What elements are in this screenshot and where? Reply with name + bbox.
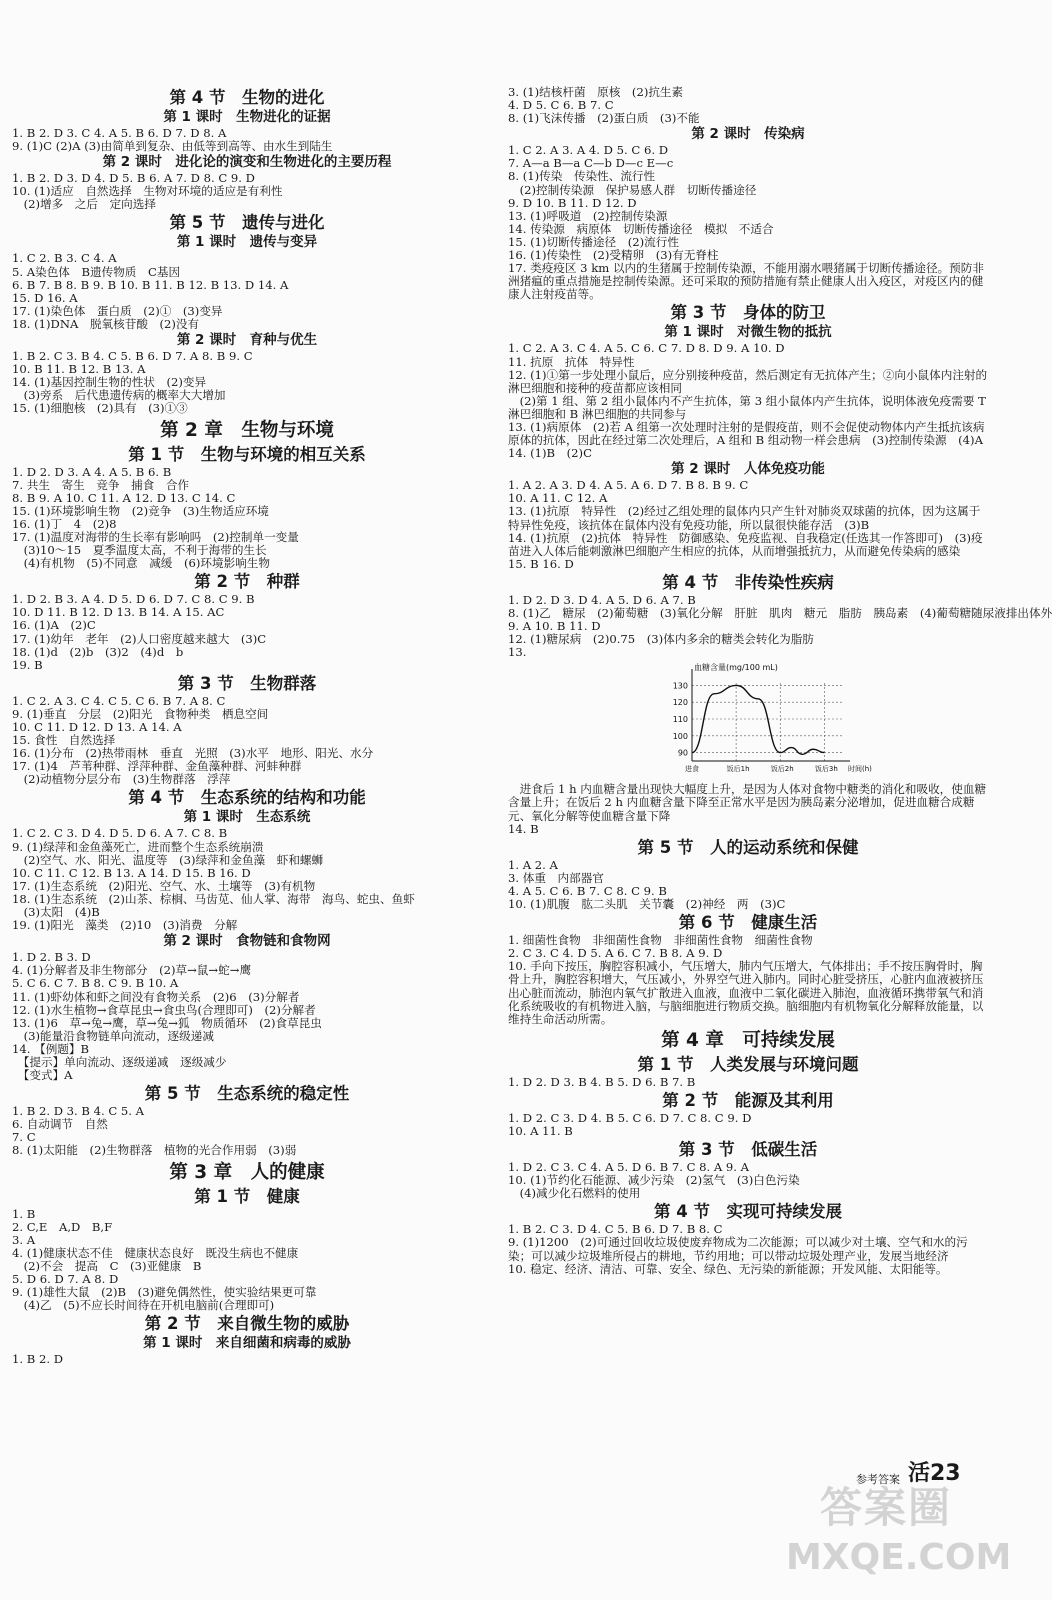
answer-line: 8. B 9. A 10. C 11. A 12. D 13. C 14. C <box>12 490 236 505</box>
x-tick-label: 饭后2h <box>770 765 794 774</box>
lesson-heading: 第 2 课时 进化论的演变和生物进化的主要历程 <box>102 154 392 171</box>
answer-line: 4. (1)健康状态不佳 健康状态良好 既没生病也不健康 <box>12 1245 299 1260</box>
answer-line: 7. A—a B—a C—b D—c E—c <box>508 156 674 171</box>
answer-line: 1. D 2. B 3. D <box>12 950 91 965</box>
answer-line: 14. (1)基因控制生物的性状 (2)变异 <box>12 375 207 390</box>
x-axis-label: 时间(h) <box>848 765 872 774</box>
answer-line: 3. A <box>12 1232 36 1247</box>
answer-line: 13. (1)呼吸道 (2)控制传染源 <box>508 208 668 223</box>
answer-line: 1. C 2. B 3. C 4. A <box>12 251 117 266</box>
answer-line: 10. C 11. D 12. D 13. A 14. A <box>12 720 182 734</box>
answer-line: 1. C 2. A 3. C 4. C 5. C 6. B 7. A 8. C <box>12 693 226 708</box>
answer-line: 1. B 2. D 3. B 4. C 5. A <box>12 1104 145 1119</box>
answer-line: 19. B <box>12 657 43 672</box>
answer-line: 10. (1)肌腹 肱二头肌 关节囊 (2)神经 两 (3)C <box>508 897 786 912</box>
answer-line: 19. (1)阳光 藻类 (2)10 (3)消费 分解 <box>12 918 238 933</box>
answer-line: 1. B 2. D 3. C 4. A 5. B 6. D 7. D 8. A <box>12 126 227 140</box>
footer-label: 参考答案 <box>856 1473 900 1486</box>
answer-line: 17. (1)温度对海带的生长率有影响吗 (2)控制单一变量 <box>12 529 299 544</box>
answer-line: 8. (1)传染 传染性、流行性 <box>508 169 656 184</box>
lesson-heading: 第 1 课时 遗传与变异 <box>176 234 318 251</box>
answer-line: (2)控制传染源 保护易感人群 切断传播途径 <box>508 182 757 197</box>
blood-glucose-chart <box>658 663 978 781</box>
answer-paragraph: 进食后 1 h 内血糖含量出现快大幅度上升，是因为人体对食物中糖类的消化和吸收，使血糖含量上升；在饭后 2 h 内血糖含量下降至正常水平是因为胰岛素分泌增加，促进血糖合成糖元、氧化分解等使血糖含量下降 <box>508 782 987 823</box>
section-heading: 第 3 节 身体的防卫 <box>670 303 826 323</box>
answer-line: 15. 食性 自然选择 <box>12 733 116 748</box>
answer-line: 14. 【例题】B <box>12 1041 90 1056</box>
section-heading: 第 3 节 低碳生活 <box>678 1140 818 1160</box>
answer-line: (3)旁系 后代患遗传病的概率大大增加 <box>12 388 226 403</box>
lesson-heading: 第 1 课时 来自细菌和病毒的威胁 <box>143 1335 351 1352</box>
answer-line: (4)减少化石燃料的使用 <box>508 1186 641 1201</box>
answer-line: 1. 细菌性食物 非细菌性食物 非细菌性食物 细菌性食物 <box>508 933 813 948</box>
x-tick-label: 饭后1h <box>726 765 750 774</box>
answer-line: 12. (1)糖尿病 (2)0.75 (3)体内多余的糖类会转化为脂肪 <box>508 632 814 647</box>
answer-line: 10. C 11. C 12. B 13. A 14. D 15. B 16. D <box>12 865 251 880</box>
watermark-logo-text: 答案圈 <box>819 1483 952 1532</box>
x-tick-label: 饭后3h <box>814 765 838 774</box>
answer-line: 10. (1)节约化石能源、减少污染 (2)氢气 (3)白色污染 <box>508 1173 800 1188</box>
y-tick-label: 110 <box>672 715 688 725</box>
left-answer-column <box>12 86 482 1366</box>
section-heading: 第 2 节 能源及其利用 <box>662 1090 834 1110</box>
answer-line: 1. A 2. A <box>508 857 558 872</box>
answer-line: 4. A 5. C 6. B 7. C 8. C 9. B <box>508 883 667 898</box>
watermark-url: MXQE.COM <box>786 1537 1012 1578</box>
answer-line: (3)能量沿食物链单向流动，逐级递减 <box>12 1028 214 1043</box>
answer-paragraph: (2)第 1 组、第 2 组小鼠体内不产生抗体，第 3 组小鼠体内产生抗体，说明体液免疫需要 T 淋巴细胞和 B 淋巴细胞的共同参与 <box>508 393 986 421</box>
page-number: 活23 <box>908 1461 961 1486</box>
x-tick-label: 进食 <box>685 765 699 774</box>
answer-line: 1. D 2. D 3. D 4. A 5. D 6. A 7. B <box>508 592 696 607</box>
answer-line: 13. (1)6 草→兔→鹰，草→兔→狐 物质循环 (2)食草昆虫 <box>12 1015 322 1030</box>
answer-line: 16. (1)A (2)C <box>12 618 96 633</box>
answer-line: 17. (1)生态系统 (2)阳光、空气、水、土壤等 (3)有机物 <box>12 878 316 893</box>
chart-svg <box>658 663 978 781</box>
answer-line: 1. B <box>12 1206 36 1221</box>
answer-line: 15. D 16. A <box>12 290 78 305</box>
answer-paragraph: 17. 类疫疫区 3 km 以内的生猪属于控制传染源，不能用溺水喂猪属于切断传播途径。预防非洲猪瘟的重点措施是控制传染源。还可采取的预防措施有禁止健康人出入疫区，对疫区内的健康人注射疫苗等。 <box>508 261 984 302</box>
answer-line: 1. C 2. A 3. C 4. A 5. C 6. C 7. D 8. D 9. A 10. D <box>508 341 785 356</box>
lesson-heading: 第 2 课时 传染病 <box>691 126 805 143</box>
answer-line: 1. B 2. D 3. D 4. D 5. B 6. A 7. D 8. C 9. D <box>12 171 255 186</box>
y-axis-label: 血糖含量(mg/100 mL) <box>694 663 778 673</box>
answer-line: 6. 自动调节 自然 <box>12 1117 108 1132</box>
answer-line: 18. (1)生态系统 (2)山茶、棕榈、马齿苋、仙人掌、海带 海鸟、蛇虫、鱼虾 <box>12 891 415 906</box>
answer-line: 1. D 2. D 3. B 4. B 5. D 6. B 7. B <box>508 1074 696 1089</box>
answer-line: 10. A 11. B <box>508 1123 573 1138</box>
answer-line: 7. 共生 寄生 竞争 捕食 合作 <box>12 477 190 492</box>
section-heading: 第 1 节 人类发展与环境问题 <box>637 1054 859 1074</box>
answer-line: 12. (1)水生植物→食草昆虫→食虫鸟(合理即可) (2)分解者 <box>12 1002 316 1017</box>
section-heading: 第 3 节 生物群落 <box>177 673 317 693</box>
answer-line: (3)太阳 (4)B <box>12 905 100 920</box>
answer-line: 1. C 2. C 3. D 4. D 5. D 6. A 7. C 8. B <box>12 826 228 841</box>
answer-line: 10. B 11. B 12. B 13. A <box>12 362 146 377</box>
y-tick-label: 130 <box>672 681 688 691</box>
section-heading: 第 5 节 人的运动系统和保健 <box>637 837 859 857</box>
answer-line: 【变式】A <box>12 1068 73 1083</box>
answer-line: 2. C 3. C 4. D 5. A 6. C 7. B 8. A 9. D <box>508 946 723 961</box>
answer-line: 17. (1)幼年 老年 (2)人口密度越来越大 (3)C <box>12 631 267 646</box>
section-heading: 第 1 节 健康 <box>194 1186 300 1206</box>
answer-line: 10. (1)适应 自然选择 生物对环境的适应是有利性 <box>12 184 283 199</box>
answer-line: 3. 体重 内部器官 <box>508 870 604 885</box>
answer-paragraph: 13. (1)病原体 (2)若 A 组第一次处理时注射的是假疫苗，则不会促使动物体内产生抵抗该病原体的抗体，因此在经过第二次处理后，A 组和 B 组动物一样会患病 (3)控制传染源 (4)A <box>508 419 985 448</box>
answer-line: 17. (1)染色体 蛋白质 (2)① (3)变异 <box>12 303 223 318</box>
answer-line: 9. (1)C (2)A (3)由简单到复杂、由低等到高等、由水生到陆生 <box>12 139 333 154</box>
answer-paragraph: 10. 手向下按压，胸腔容积减小，气压增大，肺内气压增大，气体排出；手不按压胸骨时，胸骨上升，胸腔容积增大，气压减小，外界空气进入肺内。同时心脏受挤压，心脏内血液被挤压出心脏而流动，肺泡内氧气扩散进入血液，血液中二氧化碳进入肺泡，血液循环携带氧气和消化系统吸收的有机物进入脑，与脑细胞进行物质交换。脑细胞内有机物氧化分解释放能量，以维持生命活动所需。 <box>508 959 984 1026</box>
answer-line: 2. C,E A,D B,F <box>12 1219 113 1234</box>
answer-line: 1. D 2. B 3. A 4. D 5. D 6. D 7. C 8. C 9. B <box>12 592 255 607</box>
answer-line: 13. <box>508 645 527 660</box>
answer-line: 1. D 2. C 3. D 4. B 5. C 6. D 7. C 8. C 9. D <box>508 1110 752 1125</box>
answer-line: (2)不会 提高 C (3)亚健康 B <box>12 1258 202 1273</box>
answer-line: 9. D 10. B 11. D 12. D <box>508 195 637 210</box>
answer-line: (4)乙 (5)不应长时间待在开机电脑前(合理即可) <box>12 1298 275 1313</box>
section-heading: 第 4 节 非传染性疾病 <box>662 572 834 592</box>
answer-line: (3)10～15 夏季温度太高，不利于海带的生长 <box>12 543 267 558</box>
answer-line: 11. 抗原 抗体 特异性 <box>508 354 635 369</box>
answer-line: 8. (1)乙 糖尿 (2)葡萄糖 (3)氧化分解 肝脏 肌肉 糖元 脂肪 胰岛素 (4)葡萄糖随尿液排出体外 <box>508 606 1052 620</box>
answer-line: 16. (1)分布 (2)热带雨林 垂直 光照 (3)水平 地形、阳光、水分 <box>12 746 374 761</box>
answer-line: 10. D 11. B 12. D 13. B 14. A 15. AC <box>12 605 225 620</box>
answer-line: (2)空气、水、阳光、温度等 (3)绿萍和金鱼藻 虾和螺蛳 <box>12 852 324 867</box>
answer-line: 10. A 11. C 12. A <box>508 491 608 506</box>
answer-paragraph: 10. 稳定、经济、清洁、可靠、安全、绿色、无污染的新能源；开发风能、太阳能等。 <box>508 1261 948 1276</box>
answer-paragraph: 9. (1)1200 (2)可通过回收垃圾使废弃物成为二次能源；可以减少对土壤、空气和水的污染；可以减少垃圾堆所侵占的耕地，节约用地；可以带动垃圾处理产业，发展当地经济 <box>508 1235 968 1263</box>
answer-line: 4. D 5. C 6. B 7. C <box>508 98 614 113</box>
answer-paragraph: 13. (1)抗原 特异性 (2)经过乙组处理的鼠体内只产生针对肺炎双球菌的抗体，因为这属于特异性免疫，该抗体在鼠体内没有免疫功能，所以鼠很快能存活 (3)B <box>508 504 981 532</box>
section-heading: 第 4 节 实现可持续发展 <box>654 1202 842 1222</box>
answer-line: 4. (1)分解者及非生物部分 (2)草→鼠→蛇→鹰 <box>12 963 252 978</box>
section-heading: 第 4 节 生态系统的结构和功能 <box>128 788 366 808</box>
answer-line: 18. (1)d (2)b (3)2 (4)d b <box>12 644 184 659</box>
answer-line: 1. B 2. D <box>12 1352 63 1367</box>
section-heading: 第 5 节 遗传与进化 <box>169 213 325 233</box>
answer-line: 11. (1)虾幼体和虾之间没有食物关系 (2)6 (3)分解者 <box>12 989 300 1004</box>
y-tick-label: 90 <box>677 748 688 758</box>
watermark <box>786 1480 1012 1592</box>
section-heading: 第 6 节 健康生活 <box>678 913 818 933</box>
answer-line: 5. A染色体 B遗传物质 C基因 <box>12 264 181 279</box>
answer-line: 3. (1)结核杆菌 原核 (2)抗生素 <box>508 85 684 99</box>
section-heading: 第 1 节 生物与环境的相互关系 <box>128 444 366 464</box>
answer-line: 【提示】单向流动、逐级递减 逐级减少 <box>12 1054 227 1069</box>
glucose-curve <box>692 686 824 755</box>
answer-paragraph: 14. (1)抗原 (2)抗体 特异性 防御感染、免疫监视、自我稳定(任选其一作答即可) (3)疫苗进入人体后能刺激淋巴细胞产生相应的抗体，从而增强抵抗力，从而避免传染病的感染 <box>508 530 983 558</box>
chapter-heading: 第 4 章 可持续发展 <box>661 1029 835 1051</box>
answer-line: 1. C 2. A 3. A 4. D 5. C 6. D <box>508 143 668 158</box>
lesson-heading: 第 2 课时 食物链和食物网 <box>163 933 331 950</box>
lesson-heading: 第 1 课时 对微生物的抵抗 <box>664 324 832 341</box>
answer-line: 14. B <box>508 821 539 836</box>
answer-line: 5. D 6. D 7. A 8. D <box>12 1272 119 1286</box>
y-tick-label: 120 <box>672 698 688 708</box>
section-heading: 第 2 节 种群 <box>194 572 300 592</box>
answer-line: 15. B 16. D <box>508 556 574 571</box>
answer-line: 16. (1)传染性 (2)受精卵 (3)有无脊柱 <box>508 248 719 263</box>
answer-line: (2)动植物分层分布 (3)生物群落 浮萍 <box>12 772 231 787</box>
answer-line: 16. (1)丁 4 (2)8 <box>12 516 117 531</box>
answer-line: 6. B 7. B 8. B 9. B 10. B 11. B 12. B 13. D 14. A <box>12 277 289 292</box>
answer-line: 9. A 10. B 11. D <box>508 619 601 634</box>
answer-line: 1. B 2. C 3. B 4. C 5. B 6. D 7. A 8. B 9. C <box>12 349 253 364</box>
answer-line: 8. (1)飞沫传播 (2)蛋白质 (3)不能 <box>508 111 700 126</box>
answer-line: 15. (1)细胞核 (2)具有 (3)①③ <box>12 401 188 416</box>
answer-line: 15. (1)环境影响生物 (2)竞争 (3)生物适应环境 <box>12 503 269 518</box>
section-heading: 第 5 节 生态系统的稳定性 <box>144 1084 350 1104</box>
answer-line: 17. (1)4 芦苇种群、浮萍种群、金鱼藻种群、河蚌种群 <box>12 759 302 774</box>
answer-line: 5. C 6. C 7. B 8. C 9. B 10. A <box>12 976 179 991</box>
right-answer-column <box>508 85 1052 1276</box>
answer-line: 14. (1)B (2)C <box>508 446 592 461</box>
answer-paragraph: 12. (1)①第一步处理小鼠后，应分别接种疫苗，然后测定有无抗体产生；②向小鼠体内注射的淋巴细胞和接种的疫苗都应该相同 <box>508 367 988 395</box>
lesson-heading: 第 1 课时 生态系统 <box>183 809 311 826</box>
answer-line: 1. D 2. D 3. A 4. A 5. B 6. B <box>12 464 172 479</box>
answer-line: 1. B 2. C 3. D 4. C 5. B 6. D 7. B 8. C <box>508 1222 723 1237</box>
answer-line: 9. (1)雄性大鼠 (2)B (3)避免偶然性，使实验结果更可靠 <box>12 1285 317 1300</box>
answer-line: (4)有机物 (5)不同意 减缓 (6)环境影响生物 <box>12 556 270 571</box>
answer-line: (2)增多 之后 定向选择 <box>12 197 156 212</box>
y-tick-label: 100 <box>672 732 688 742</box>
lesson-heading: 第 1 课时 生物进化的证据 <box>163 109 331 125</box>
answer-line: 14. 传染源 病原体 切断传播途径 模拟 不适合 <box>508 221 774 236</box>
answer-line: 9. (1)绿萍和金鱼藻死亡，进而整个生态系统崩溃 <box>12 839 264 854</box>
section-heading: 第 2 节 来自微生物的威胁 <box>144 1314 350 1334</box>
answer-line: 18. (1)DNA 脱氧核苷酸 (2)没有 <box>12 316 200 331</box>
lesson-heading: 第 2 课时 人体免疫功能 <box>671 461 825 478</box>
answer-line: 15. (1)切断传播途径 (2)流行性 <box>508 234 679 249</box>
answer-line: 1. D 2. C 3. C 4. A 5. D 6. B 7. C 8. A 9. A <box>508 1160 750 1175</box>
answer-line: 8. (1)太阳能 (2)生物群落 植物的光合作用弱 (3)弱 <box>12 1143 297 1158</box>
section-heading: 第 4 节 生物的进化 <box>169 88 325 107</box>
chapter-heading: 第 3 章 人的健康 <box>169 1161 325 1183</box>
chapter-heading: 第 2 章 生物与环境 <box>160 419 334 441</box>
answer-line: 9. (1)垂直 分层 (2)阳光 食物种类 栖息空间 <box>12 706 269 721</box>
lesson-heading: 第 2 课时 育种与优生 <box>176 332 318 349</box>
answer-line: 7. C <box>12 1130 36 1145</box>
answer-line: 1. A 2. A 3. D 4. A 5. A 6. D 7. B 8. B 9. C <box>508 478 749 493</box>
